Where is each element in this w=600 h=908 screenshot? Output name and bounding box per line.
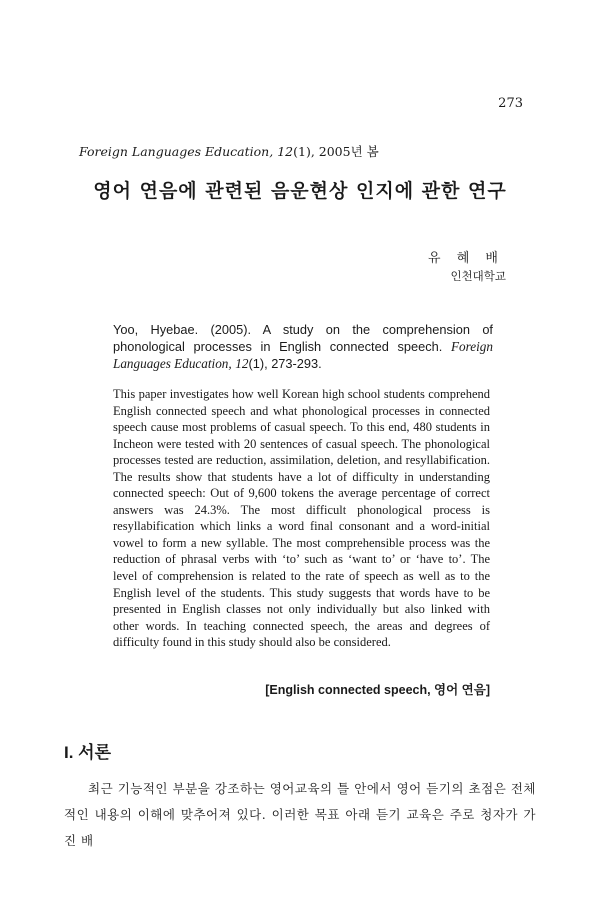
- author-affiliation: 인천대학교: [450, 269, 506, 283]
- journal-issue-year: (1), 2005년 봄: [293, 144, 379, 159]
- citation-prefix: Yoo, Hyebae. (2005). A study on the comprehension of phonological processes in English connected speech.: [113, 322, 493, 354]
- citation-journal: Foreign Languages Education,: [113, 339, 493, 371]
- page-number: 273: [498, 96, 523, 111]
- journal-volume: 12: [277, 144, 294, 159]
- keywords: [English connected speech, 영어 연음]: [265, 683, 490, 697]
- journal-header: [79, 142, 379, 160]
- citation-suffix: (1), 273-293.: [248, 356, 322, 371]
- citation-volume: 12: [235, 356, 249, 371]
- section-heading: I. 서론: [64, 743, 112, 762]
- abstract: This paper investigates how well Korean high school students comprehend English connected speech and what phonological processes in connected speech cause most problems of casual speech. To this end, 480 students in Incheon were tested with 20 sentences of casual speech. The phonological processes tested are reduction, assimilation, deletion, and resyllabification. The results show that students have a lot of difficulty in understanding connected speech: Out of 9,600 tokens the average percentage of correct answers was 24.3%. The most difficult phonological process is resyllabification which links a word final consonant and a word-initial vowel to form a new syllable. The most comprehensible process was the reduction of phrasal verbs with ‘to’ such as ‘want to’ or ‘have to’. The level of comprehension is related to the rate of speech as well as to the English level of the students. This study suggests that words have to be presented in English classes not only individually but also linked with other words. In teaching connected speech, the areas and degrees of difficulty found in this study should also be considered.: [113, 387, 490, 650]
- section-body: 최근 기능적인 부분을 강조하는 영어교육의 틀 안에서 영어 듣기의 초점은 전체적인 내용의 이해에 맞추어져 있다. 이러한 목표 아래 듣기 교육은 주로 청자가 가진 배: [64, 781, 536, 848]
- author-name: 유 혜 배: [428, 251, 504, 266]
- journal-name: Foreign Languages Education,: [79, 144, 274, 159]
- citation: [113, 321, 493, 372]
- paper-title: 영어 연음에 관련된 음운현상 인지에 관한 연구: [93, 180, 507, 202]
